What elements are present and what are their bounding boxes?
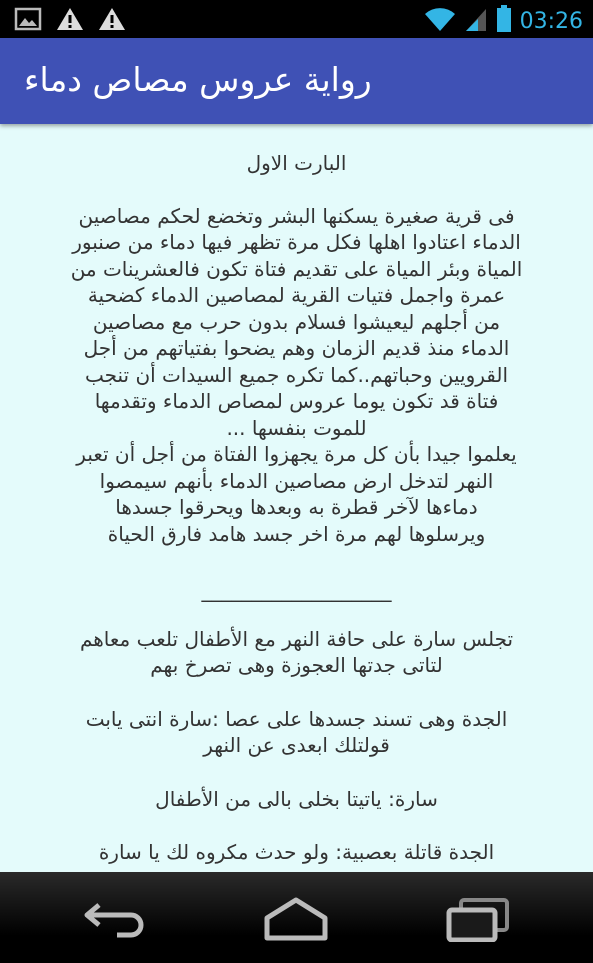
app-bar — [0, 38, 593, 124]
section-divider: ___________________ — [201, 578, 392, 602]
wifi-icon — [424, 6, 456, 36]
image-notification-icon[interactable] — [14, 7, 42, 35]
story-text-scroll[interactable] — [0, 124, 593, 866]
navigation-bar — [0, 872, 593, 963]
story-paragraph: الجدة وهى تسند جسدها على عصا :سارة انتى يابت قولتلك ابعدى عن النهر — [85, 706, 508, 757]
story-paragraph: سارة: ياتيتا بخلى بالى من الأطفال — [155, 786, 438, 811]
chapter-heading: البارت الاول — [246, 151, 347, 175]
story-paragraph: فى قرية صغيرة يسكنها البشر وتخضع لحكم مصاصين الدماء اعتادوا اهلها فكل مرة تظهر فيها دماء من صنبور المياة وبئر المياة على تقديم فتاة تكون فالعشرينات من عمرة واجمل فتيات القرية لمصاصين الدماء كضحية من أجلهم ليعيشوا فسلام بدون حرب مع مصاصين الدماء منذ قديم الزمان وهم يضحوا بفتياتهم من أجل القرويين وحباتهم..كما تكره جميع السيدات أن تنجب فتاة قد تكون يوما عروس لمصاص الدماء وتقدمها للموت بنفسها ... يعلموا جيدا بأن كل مرة يجهزوا الفتاة من أجل أن تعبر النهر لتدخل ارض مصاصين الدماء بأنهم سيمصوا دماءها لآخر قطرة به وبعدها ويحرقوا جسدها ويرسلوها لهم مرة اخر جسد هامد فارق الحياة — [70, 203, 523, 546]
recent-apps-icon — [443, 896, 513, 942]
story-paragraph: تجلس سارة على حافة النهر مع الأطفال تلعب معاهم لتاتى جدتها العجوزة وهى تصرخ بهم — [79, 626, 514, 677]
clock: 03:26 — [519, 8, 583, 34]
warning-icon[interactable] — [98, 7, 126, 35]
page-title: رواية عروس مصاص دماء — [24, 60, 372, 99]
back-button[interactable] — [76, 894, 156, 944]
recent-apps-button[interactable] — [438, 894, 518, 944]
story-paragraph-partial: الجدة قاتلة بعصبية: ولو حدث مكروه لك يا سارة — [98, 840, 495, 864]
back-icon — [81, 899, 151, 939]
status-bar — [0, 0, 593, 38]
warning-icon[interactable] — [56, 7, 84, 35]
home-icon — [261, 896, 331, 942]
notification-icons — [14, 7, 126, 35]
cell-signal-icon — [464, 6, 488, 36]
home-button[interactable] — [256, 894, 336, 944]
battery-icon — [496, 5, 512, 37]
system-icons — [424, 5, 583, 37]
story-content[interactable] — [0, 124, 593, 872]
